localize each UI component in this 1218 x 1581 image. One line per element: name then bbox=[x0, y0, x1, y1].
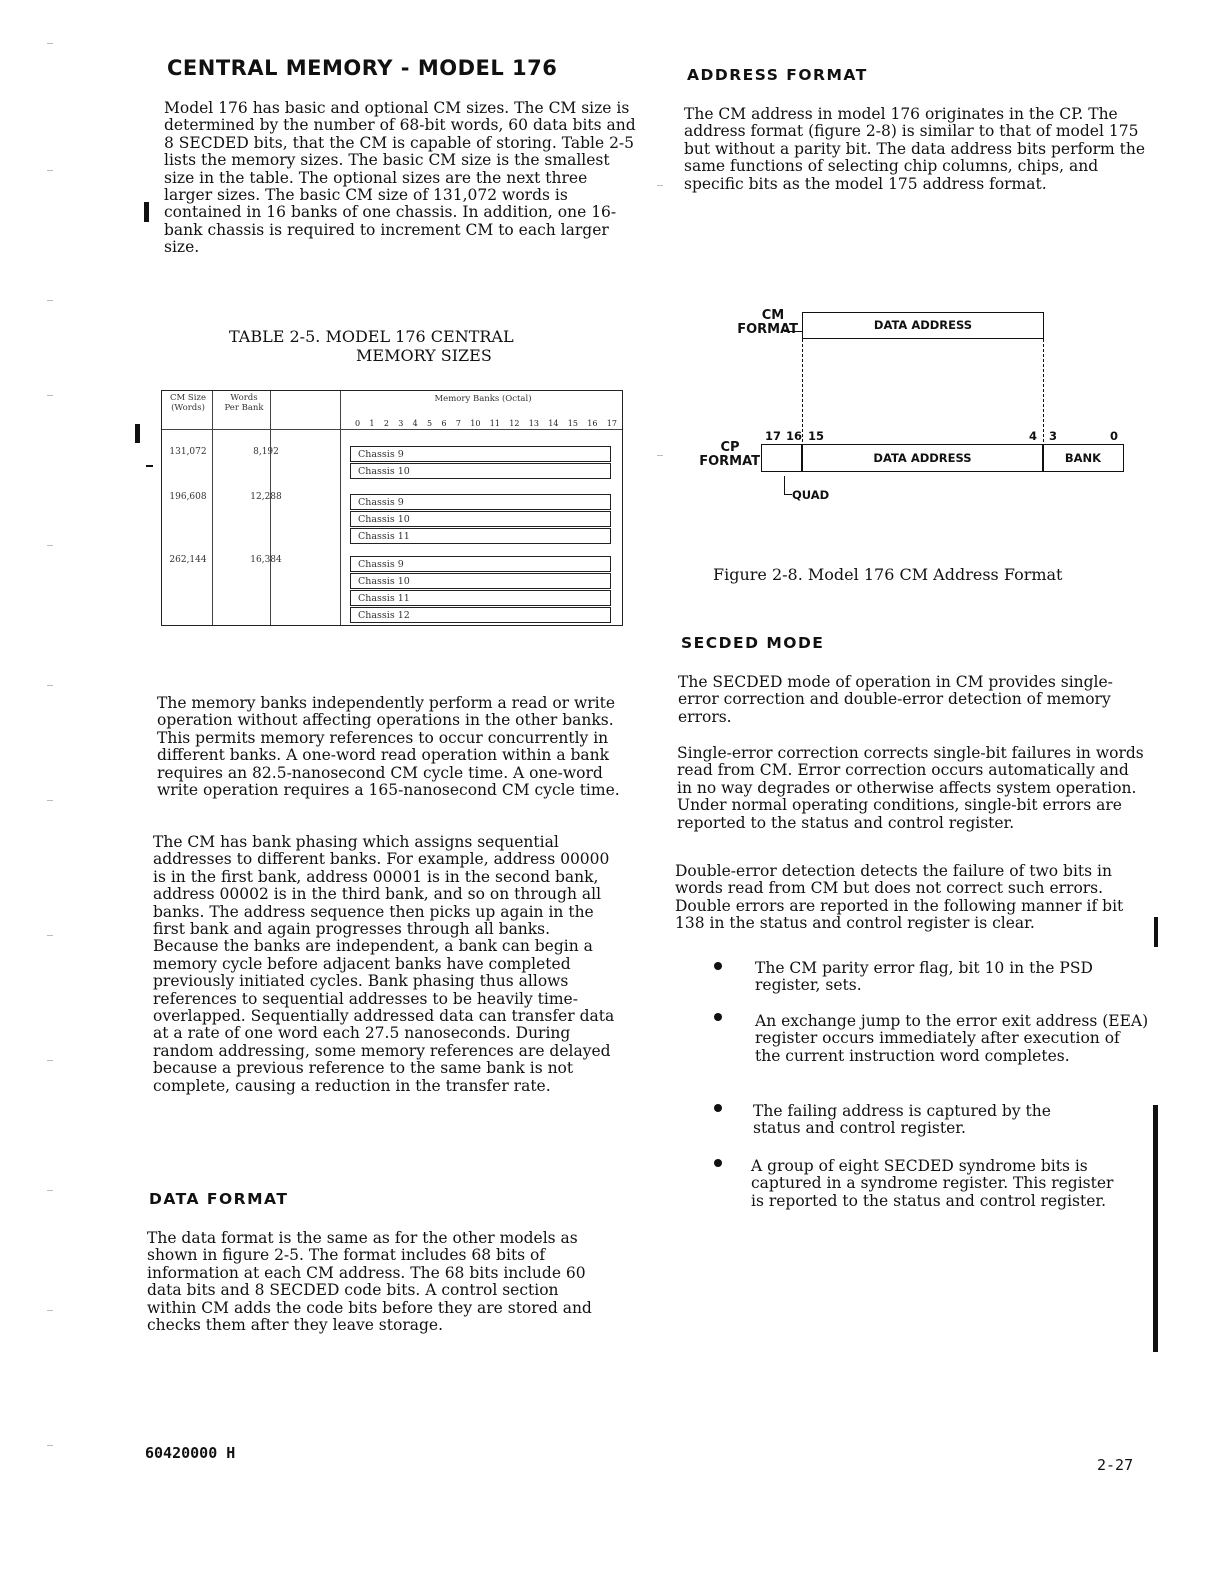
double-error-paragraph: Double-error detection detects the failure of two bits in words read from CM but does not correct such errors. Double errors are reported in the following manner if bit 138 in the status and control register is clear. bbox=[675, 862, 1124, 933]
margin-tick bbox=[47, 545, 53, 546]
bank-number-row bbox=[355, 419, 617, 428]
cm-data-address-field: DATA ADDRESS bbox=[802, 312, 1044, 339]
chassis-cell: Chassis 12 bbox=[350, 607, 611, 623]
margin-tick bbox=[47, 1190, 53, 1191]
phasing-paragraph: The CM has bank phasing which assigns sequential addresses to different banks. For example, address 00000 is in the first bank, address 00001 is in the second bank, address 00002 is in the third bank, and so on through all banks. The address sequence then picks up again in the first bank and again progresses through all banks. Because the banks are independent, a bank can begin a memory cycle before adjacent banks have completed previously initiated cycles. Bank phasing thus allows references to sequential addresses to be heavily time-overlapped. Sequentially addressed data can transfer data at a rate of one word each 27.5 nanoseconds. During random addressing, some memory references are delayed because a previous reference to the same bank is not complete, causing a reduction in the transfer rate. bbox=[153, 833, 615, 1095]
bank-number: 6 bbox=[441, 419, 447, 428]
bank-number: 7 bbox=[455, 419, 461, 428]
bank-number: 14 bbox=[548, 419, 559, 428]
cm-format-label bbox=[728, 309, 798, 337]
chassis-cell: Chassis 10 bbox=[350, 463, 611, 479]
margin-tick bbox=[657, 455, 663, 456]
bit-alignment-dashes bbox=[802, 339, 803, 442]
cm-size-cell: 196,608 bbox=[169, 492, 207, 502]
cp-bank-field: BANK bbox=[1042, 444, 1124, 472]
bank-number: 17 bbox=[606, 419, 617, 428]
margin-tick bbox=[47, 395, 53, 396]
table-divider bbox=[212, 391, 213, 625]
chassis-cell: Chassis 10 bbox=[350, 511, 611, 527]
cp-format-label bbox=[690, 441, 760, 469]
cp-quad-field bbox=[761, 444, 803, 472]
single-error-paragraph: Single-error correction corrects single-bit failures in words read from CM. Error correction occurs automatically and in no way degrades or otherwise affects system operation. Under normal operating conditions, single-bit errors are reported to the status and control register. bbox=[677, 744, 1144, 832]
bit-number-15: 15 bbox=[808, 429, 825, 443]
chassis-cell: Chassis 9 bbox=[350, 556, 611, 572]
chassis-cell: Chassis 10 bbox=[350, 573, 611, 589]
words-per-bank-cell: 8,192 bbox=[253, 447, 279, 457]
table-caption: TABLE 2-5. MODEL 176 CENTRAL bbox=[229, 327, 514, 346]
page-title: CENTRAL MEMORY - MODEL 176 bbox=[167, 56, 558, 80]
cm-label-leader bbox=[784, 331, 803, 332]
quad-leader bbox=[784, 476, 785, 495]
bank-number: 15 bbox=[567, 419, 578, 428]
chassis-cell: Chassis 9 bbox=[350, 446, 611, 462]
cm-label-line-1: CM bbox=[761, 308, 785, 323]
banks-paragraph: The memory banks independently perform a read or write operation without affecting operations in the other banks. This permits memory references to occur concurrently in different banks. A one-word read operation within a bank requires an 82.5-nanosecond CM cycle time. A one-word write operation requires a 165-nanosecond CM cycle time. bbox=[157, 694, 620, 800]
words-per-bank-cell: 12,288 bbox=[250, 492, 282, 502]
bullet-item: An exchange jump to the error exit address (EEA) register occurs immediately after execution of the current instruction word completes. bbox=[755, 1012, 1149, 1065]
margin-tick bbox=[47, 300, 53, 301]
margin-tick bbox=[657, 185, 663, 186]
change-bar bbox=[135, 424, 140, 443]
bit-alignment-dashes bbox=[1043, 339, 1044, 442]
change-bar bbox=[146, 465, 153, 467]
bank-number: 5 bbox=[427, 419, 433, 428]
bullet-icon bbox=[714, 1013, 722, 1021]
intro-paragraph: Model 176 has basic and optional CM sizes. The CM size is determined by the number of 68-bit words, 60 data bits and 8 SECDED bits, that the CM is capable of storing. Table 2-5 lists the memory sizes. The basic CM size is the smallest size in the table. The optional sizes are the next three larger sizes. The basic CM size of 131,072 words is contained in 16 banks of one chassis. In addition, one 16-bank chassis is required to increment CM to each larger size. bbox=[164, 99, 636, 257]
address-format-heading: ADDRESS FORMAT bbox=[687, 66, 868, 84]
cm-size-cell: 131,072 bbox=[169, 447, 207, 457]
page-number: 2-27 bbox=[1097, 1456, 1134, 1474]
margin-tick bbox=[47, 1445, 53, 1446]
secded-heading: SECDED MODE bbox=[681, 634, 825, 652]
cp-label-line-1: CP bbox=[720, 440, 740, 455]
bank-number: 10 bbox=[470, 419, 481, 428]
margin-tick bbox=[47, 935, 53, 936]
table-divider bbox=[340, 391, 341, 625]
document-number: 60420000 H bbox=[145, 1444, 236, 1462]
bit-number-0: 0 bbox=[1110, 429, 1119, 443]
bullet-item: The failing address is captured by the status and control register. bbox=[753, 1102, 1051, 1138]
words-per-bank-cell: 16,384 bbox=[250, 555, 282, 565]
col-header-memory-banks: Memory Banks (Octal) bbox=[434, 394, 532, 404]
margin-tick bbox=[47, 1310, 53, 1311]
bank-number: 11 bbox=[489, 419, 500, 428]
bank-number: 4 bbox=[412, 419, 418, 428]
change-bar bbox=[1154, 917, 1158, 947]
margin-tick bbox=[47, 1060, 53, 1061]
bullet-icon bbox=[714, 962, 722, 970]
cm-size-cell: 262,144 bbox=[169, 555, 207, 565]
bank-number: 0 bbox=[355, 419, 361, 428]
chassis-cell: Chassis 11 bbox=[350, 528, 611, 544]
quad-leader bbox=[784, 494, 792, 495]
margin-tick bbox=[47, 43, 53, 44]
secded-paragraph: The SECDED mode of operation in CM provides single-error correction and double-error detection of memory errors. bbox=[678, 673, 1113, 726]
change-bar bbox=[144, 202, 149, 222]
bullet-icon bbox=[714, 1104, 722, 1112]
quad-label: QUAD bbox=[792, 488, 830, 502]
cp-label-line-2: FORMAT bbox=[699, 454, 760, 469]
memory-sizes-table bbox=[161, 390, 623, 626]
change-bar bbox=[1153, 1105, 1158, 1352]
data-format-heading: DATA FORMAT bbox=[149, 1190, 289, 1208]
margin-tick bbox=[47, 685, 53, 686]
bullet-icon bbox=[714, 1159, 722, 1167]
table-caption-line-2: MEMORY SIZES bbox=[356, 346, 492, 365]
bank-number: 13 bbox=[528, 419, 539, 428]
cm-label-line-2: FORMAT bbox=[737, 322, 798, 337]
bit-number-4: 4 bbox=[1029, 429, 1038, 443]
figure-caption: Figure 2-8. Model 176 CM Address Format bbox=[713, 565, 1063, 584]
data-format-paragraph: The data format is the same as for the other models as shown in figure 2-5. The format includes 68 bits of information at each CM address. The 68 bits include 60 data bits and 8 SECDED code bits. A control section within CM adds the code bits before they are stored and checks them after they leave storage. bbox=[147, 1229, 592, 1335]
bullet-item: The CM parity error flag, bit 10 in the PSD register, sets. bbox=[755, 959, 1093, 995]
table-header-rule bbox=[162, 429, 622, 430]
bank-number: 2 bbox=[383, 419, 389, 428]
bank-number: 1 bbox=[369, 419, 375, 428]
chassis-cell: Chassis 9 bbox=[350, 494, 611, 510]
address-format-paragraph: The CM address in model 176 originates in the CP. The address format (figure 2-8) is similar to that of model 175 but without a parity bit. The data address bits perform the same functions of selecting chip columns, chips, and specific bits as the model 175 address format. bbox=[684, 105, 1146, 193]
bank-number: 16 bbox=[587, 419, 598, 428]
bank-number: 3 bbox=[398, 419, 404, 428]
bullet-item: A group of eight SECDED syndrome bits is captured in a syndrome register. This register is reported to the status and control register. bbox=[751, 1157, 1114, 1210]
cp-data-address-field: DATA ADDRESS bbox=[801, 444, 1044, 472]
bank-number: 12 bbox=[509, 419, 520, 428]
bit-number-17: 17 bbox=[765, 429, 782, 443]
table-divider bbox=[270, 391, 271, 625]
margin-tick bbox=[47, 800, 53, 801]
bit-number-3: 3 bbox=[1049, 429, 1058, 443]
bit-number-16: 16 bbox=[786, 429, 803, 443]
chassis-cell: Chassis 11 bbox=[350, 590, 611, 606]
margin-tick bbox=[47, 170, 53, 171]
col-header-words-per-bank: Words Per Bank bbox=[224, 393, 264, 413]
col-header-cm-size: CM Size (Words) bbox=[170, 393, 206, 413]
